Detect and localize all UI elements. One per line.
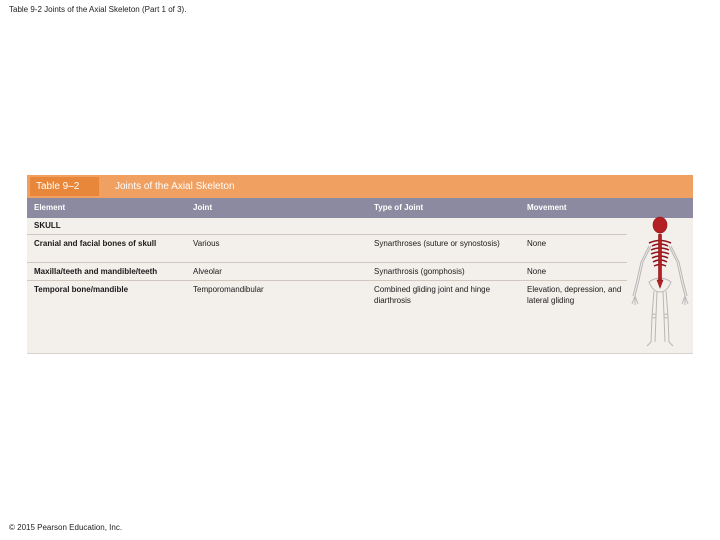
header-type-of-joint: Type of Joint [374,203,424,212]
table-title: Joints of the Axial Skeleton [115,181,235,192]
section-label: SKULL [34,221,61,230]
table-number: Table 9–2 [30,177,99,196]
cell-type-of-joint: Synarthrosis (gomphosis) [374,267,465,276]
cell-element: Temporal bone/mandible [34,285,129,294]
table-header-row [27,198,693,218]
cell-joint: Alveolar [193,267,222,276]
cell-element: Maxilla/teeth and mandible/teeth [34,267,158,276]
cell-element: Cranial and facial bones of skull [34,239,157,248]
table-row [27,281,627,309]
cell-type-of-joint: Synarthroses (suture or synostosis) [374,239,500,248]
section-row [27,219,627,235]
table-row [27,235,627,263]
copyright-notice: © 2015 Pearson Education, Inc. [9,523,123,532]
cell-joint: Various [193,239,220,248]
cell-movement: Elevation, depression, and lateral gliding [527,285,622,305]
slide-caption: Table 9-2 Joints of the Axial Skeleton (Part 1 of 3). [9,5,187,14]
axial-skeleton-figure-icon [627,216,693,350]
cell-movement: None [527,267,547,276]
table-panel [27,175,693,354]
table-row [27,263,627,281]
cell-movement: None [527,239,547,248]
cell-joint: Temporomandibular [193,285,264,294]
header-movement: Movement [527,203,567,212]
header-element: Element [34,203,66,212]
header-joint: Joint [193,203,213,212]
cell-type-of-joint: Combined gliding joint and hinge diarthrosis [374,285,491,305]
table-title-bar [27,175,693,198]
